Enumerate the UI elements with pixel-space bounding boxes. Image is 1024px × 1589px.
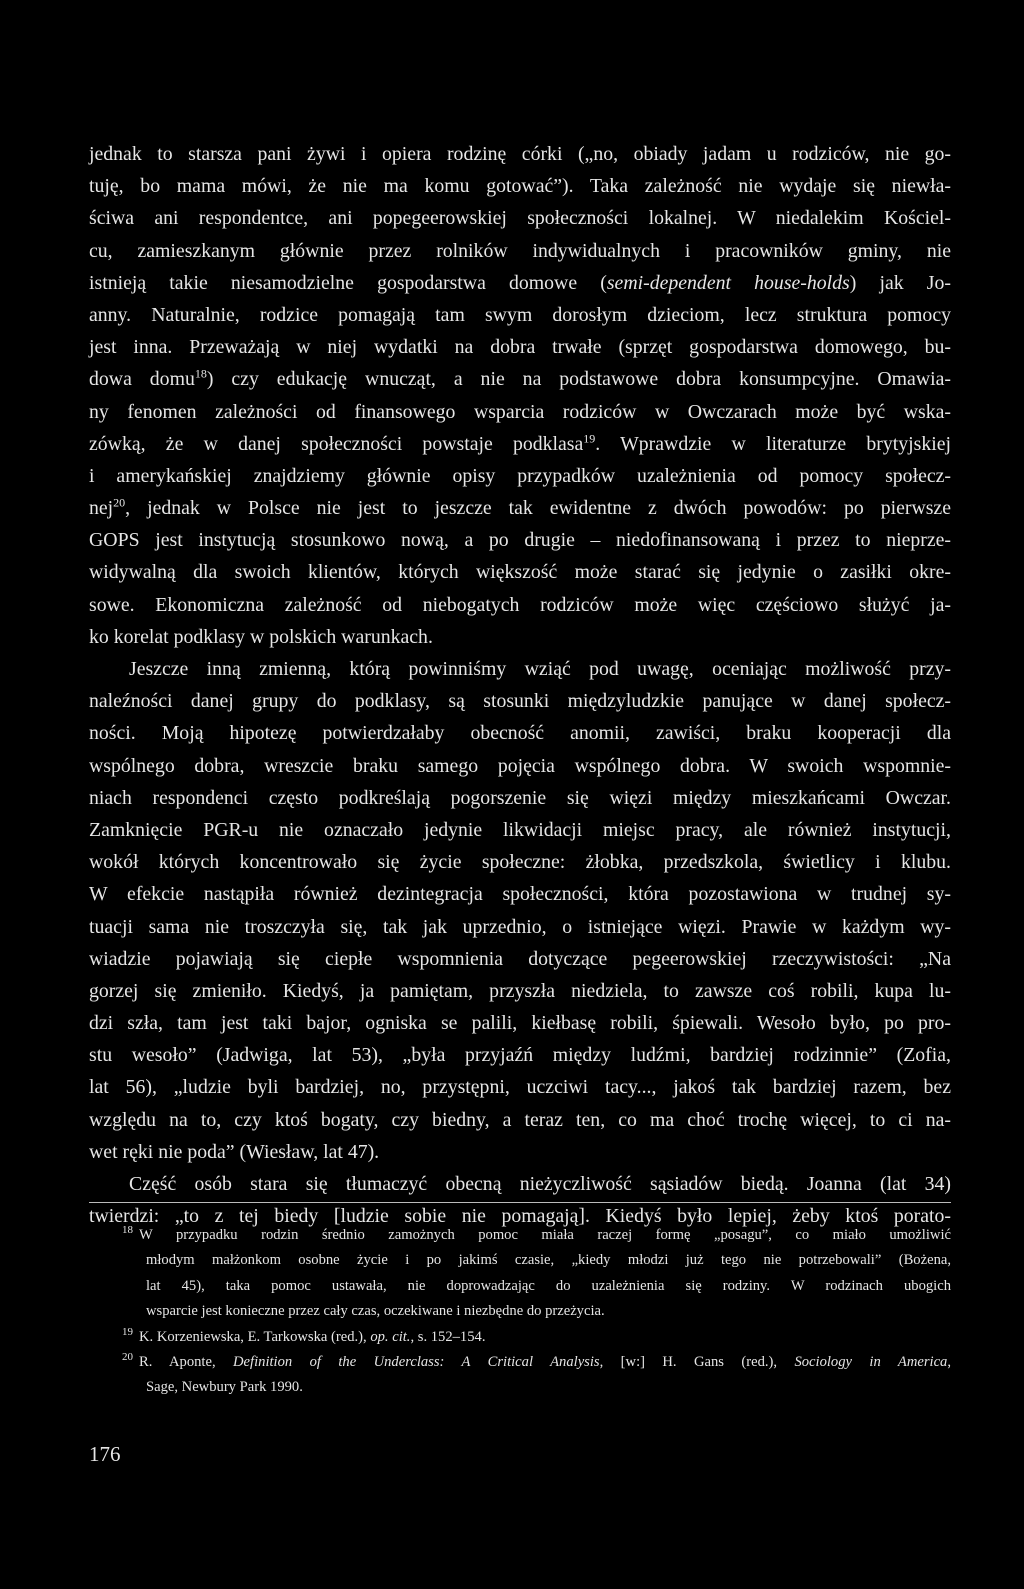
- text-line: W efekcie nastąpiła również dezintegracja społeczności, która pozostawiona w trudnej sy-: [89, 883, 951, 906]
- footnote-ref-20[interactable]: 20: [113, 495, 126, 510]
- text-line: jest inna. Przeważają w niej wydatki na dobra trwałe (sprzęt gospodarstwa domowego, bu-: [89, 336, 951, 359]
- text-line: ny fenomen zależności od finansowego wsparcia rodziców w Owczarach może być wska-: [89, 400, 951, 423]
- text-line: cu, zamieszkanym głównie przez rolników indywidualnych i pracowników gminy, nie: [89, 239, 951, 262]
- page-number: 176: [89, 1442, 121, 1466]
- text-line: jednak to starsza pani żywi i opiera rodzinę córki („no, obiady jadam u rodziców, nie go-: [89, 143, 951, 165]
- text-line: [89, 428, 951, 460]
- text-line: względu na to, czy ktoś bogaty, czy biedny, a teraz ten, co ma choć trochę więcej, to ci na-: [89, 1108, 951, 1131]
- footnote-line: młodym małżonkom osobne życie i po jakimś czasie, „kiedy młodzi już tego nie potrzebowali” (Bożena,: [146, 1252, 951, 1269]
- text-line: wspólnego dobra, wreszcie braku samego pojęcia wspólnego dobra. W swoich wspomnie-: [89, 754, 951, 777]
- footnote-text: W przypadku rodzin średnio zamożnych pomoc miała raczej formę „posagu”, co miało umożliwić: [139, 1227, 951, 1243]
- italic-title: Definition of the Underclass: A Critical Analysis: [233, 1353, 600, 1370]
- footnote-20: [122, 1350, 951, 1375]
- footnote-line: lat 45), taka pomoc ustawała, nie doprowadzając do uzależnienia się rodziny. W rodzinach ubogich: [146, 1277, 951, 1294]
- body-text: [89, 138, 951, 1232]
- text-line: tuję, bo mama mówi, że nie ma komu gotować”). Taka zależność nie wydaje się niewła-: [89, 175, 951, 198]
- text-line: naleźności danej grupy do podklasy, są stosunki międzyludzkie panujące w danej społecz-: [89, 690, 951, 713]
- text-line: ściwa ani respondentce, ani popegeerowskiej społeczności lokalnej. W niedalekim Kościel-: [89, 207, 951, 230]
- text-segment: nej: [89, 497, 114, 520]
- text-line: wet ręki nie poda” (Wiesław, lat 47).: [89, 1140, 380, 1163]
- italic-term: op. cit.: [370, 1328, 411, 1345]
- text-line: ko korelat podklasy w polskich warunkach.: [89, 625, 433, 648]
- text-segment: zówką, że w danej społeczności powstaje podklasa: [89, 432, 584, 455]
- text-line: anny. Naturalnie, rodzice pomagają tam swym dorosłym dzieciom, lecz struktura pomocy: [89, 303, 951, 326]
- italic-title: Sociology in America: [794, 1353, 948, 1370]
- text-segment: ) jak Jo-: [849, 271, 951, 294]
- text-segment: ) czy edukację wnucząt, a nie na podstawowe dobra konsumpcyjne. Omawia-: [206, 368, 951, 391]
- footnote-ref-19[interactable]: 19: [583, 431, 596, 446]
- footnote-text: , [w:] H. Gans (red.),: [599, 1353, 795, 1370]
- text-line: Zamknięcie PGR-u nie oznaczało jedynie likwidacji miejsc pracy, ale również instytucji,: [89, 818, 951, 841]
- footnote-text: R. Aponte,: [139, 1353, 234, 1370]
- text-segment: dowa domu: [89, 368, 195, 391]
- text-line: i amerykańskiej znajdziemy głównie opisy przypadków uzależnienia od pomocy społecz-: [89, 464, 951, 487]
- text-line: niach respondenci często podkreślają pogorszenie się więzi między mieszkańcami Owczar.: [89, 786, 951, 809]
- text-line: stu wesoło” (Jadwiga, lat 53), „była przyjaźń między ludźmi, bardziej rodzinnie” (Zofia,: [89, 1044, 951, 1067]
- text-line: Jeszcze inną zmienną, którą powinniśmy wziąć pod uwagę, oceniając możliwość przy-: [129, 658, 951, 680]
- text-line: Część osób stara się tłumaczyć obecną nieżyczliwość sąsiadów biedą. Joanna (lat 34): [129, 1173, 951, 1195]
- text-line: GOPS jest instytucją stosunkowo nową, a po drugie – niedofinansowaną i przez to nieprze-: [89, 529, 951, 552]
- footnote-ref-18[interactable]: 18: [194, 366, 207, 381]
- text-segment: , jednak w Polsce nie jest to jeszcze tak ewidentne z dwóch powodów: po pierwsze: [125, 497, 951, 520]
- text-line: ności. Moją hipotezę potwierdzałaby obecność anomii, zawiści, braku kooperacji dla: [89, 722, 951, 745]
- footnote-text: , s. 152–154.: [410, 1328, 486, 1345]
- footnote-line: Sage, Newbury Park 1990.: [146, 1379, 303, 1396]
- footnote-number: 20: [122, 1351, 133, 1364]
- footnote-number: 19: [122, 1325, 133, 1338]
- text-line: [89, 363, 951, 395]
- footnote-separator: [89, 1202, 951, 1203]
- text-line: lat 56), „ludzie byli bardziej, no, przystępni, uczciwi tacy..., jakoś tak bardziej razem, bez: [89, 1076, 951, 1099]
- text-line: dzi szła, tam jest taki bajor, ogniska se palili, kiełbasę robili, śpiewali. Wesoło było, po pro-: [89, 1012, 951, 1035]
- text-segment: . Wprawdzie w literaturze brytyjskiej: [595, 432, 951, 455]
- text-line: twierdzi: „to z tej biedy [ludzie sobie nie pomagają]. Kiedyś było lepiej, żeby ktoś porato-: [89, 1205, 951, 1228]
- text-segment: istnieją takie niesamodzielne gospodarstwa domowe (: [89, 271, 607, 294]
- text-line: tuacji sama nie troszczyła się, tak jak uprzednio, o istniejące więzi. Prawie w każdym wy-: [89, 915, 951, 938]
- italic-term: semi-dependent house-holds: [606, 271, 850, 294]
- text-line: [89, 492, 951, 524]
- footnote-text: K. Korzeniewska, E. Tarkowska (red.),: [139, 1328, 371, 1345]
- footnote-text: ,: [947, 1353, 951, 1370]
- footnotes: [122, 1223, 951, 1401]
- footnote-line: wsparcie jest konieczne przez cały czas, oczekiwane i niezbędne do przeżycia.: [146, 1303, 605, 1320]
- text-line: gorzej się zmieniło. Kiedyś, ja pamiętam, przyszła niedziela, to zawsze coś robili, kupa lu-: [89, 979, 951, 1002]
- text-line: [89, 267, 951, 299]
- text-line: wokół których koncentrowało się życie społeczne: żłobka, przedszkola, świetlicy i klubu.: [89, 851, 951, 874]
- text-line: widywalną dla swoich klientów, których większość może starać się jedynie o zasiłki okre-: [89, 561, 951, 584]
- footnote-19: [122, 1325, 951, 1350]
- footnote-18: [122, 1223, 951, 1248]
- text-line: wiadzie pojawiają się ciepłe wspomnienia dotyczące pegeerowskiej rzeczywistości: „Na: [89, 947, 951, 970]
- text-line: sowe. Ekonomiczna zależność od niebogatych rodziców może więc częściowo służyć ja-: [89, 593, 951, 616]
- footnote-number: 18: [122, 1224, 133, 1237]
